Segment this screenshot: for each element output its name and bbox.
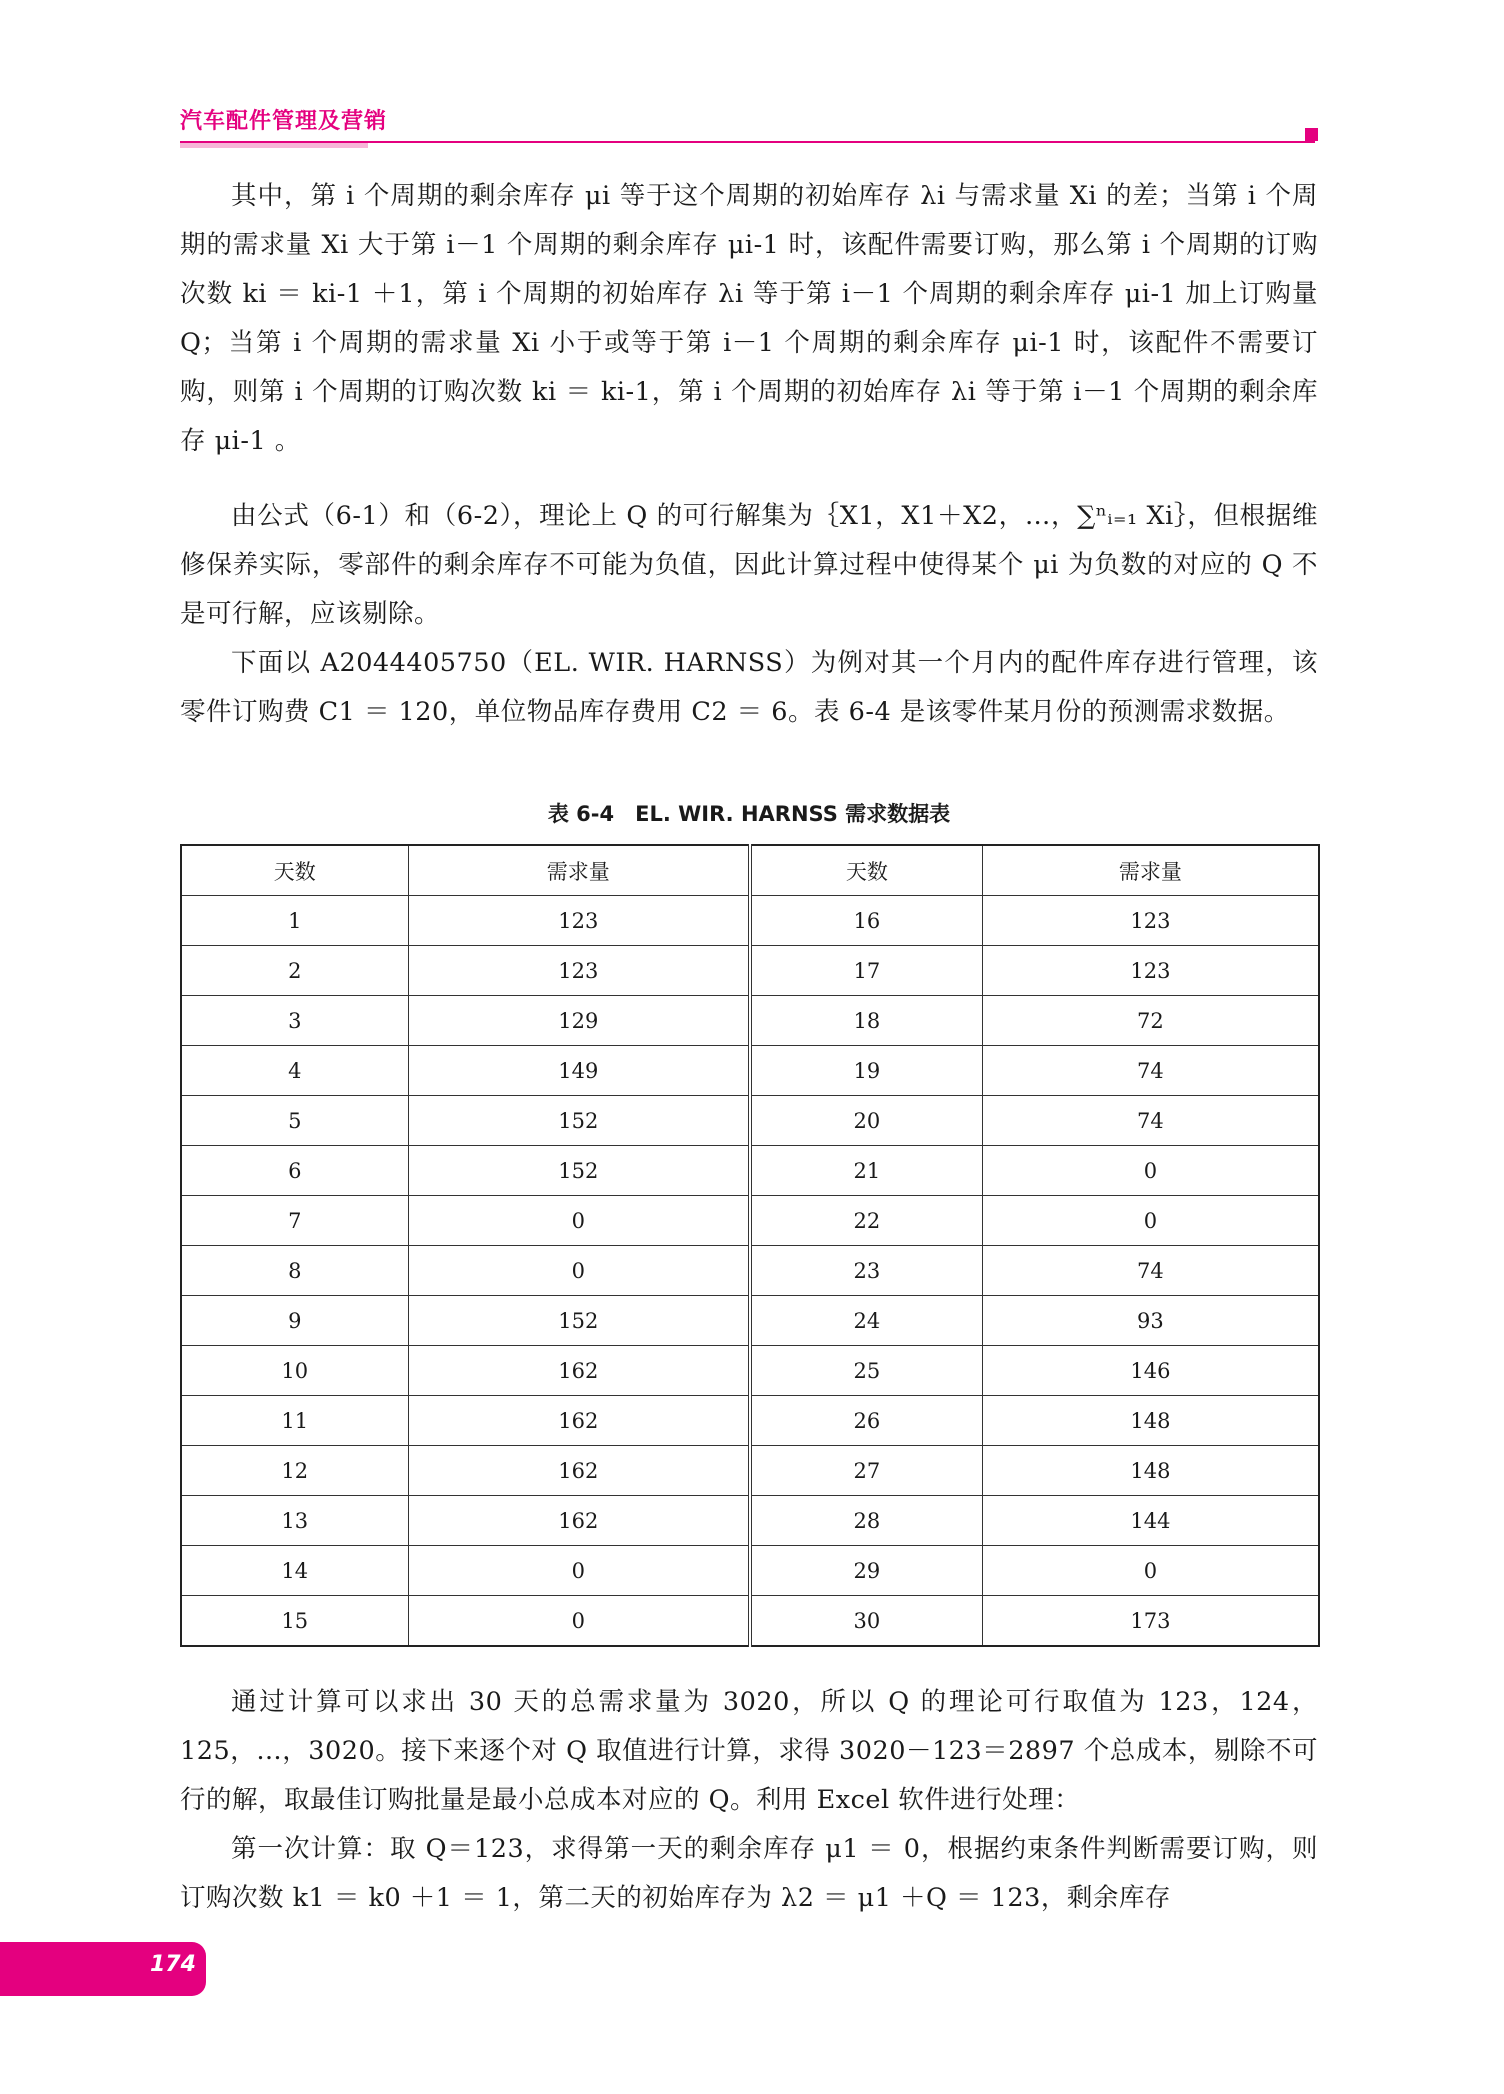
day-cell: 4	[181, 1046, 408, 1096]
demand-cell: 123	[982, 946, 1319, 996]
day-cell: 22	[750, 1196, 982, 1246]
day-cell: 19	[750, 1046, 982, 1096]
table-row	[181, 946, 1319, 996]
day-cell: 10	[181, 1346, 408, 1396]
day-cell: 23	[750, 1246, 982, 1296]
day-cell: 6	[181, 1146, 408, 1196]
day-cell: 3	[181, 996, 408, 1046]
demand-cell: 93	[982, 1296, 1319, 1346]
day-cell: 2	[181, 946, 408, 996]
table-body	[181, 896, 1319, 1647]
demand-cell: 123	[982, 896, 1319, 946]
demand-cell: 152	[408, 1296, 750, 1346]
table-row	[181, 1246, 1319, 1296]
paragraph: 由公式（6-1）和（6-2），理论上 Q 的可行解集为｛X1，X1＋X2，…，∑ⁿᵢ₌₁ Xi｝，但根据维修保养实际，零部件的剩余库存不可能为负值，因此计算过程中使得某个 μi 为负数的对应的 Q 不是可行解，应该剔除。	[180, 501, 1318, 629]
demand-cell: 149	[408, 1046, 750, 1096]
demand-cell: 162	[408, 1496, 750, 1546]
demand-cell: 74	[982, 1046, 1319, 1096]
table-row	[181, 1496, 1319, 1546]
day-cell: 7	[181, 1196, 408, 1246]
demand-cell: 123	[408, 946, 750, 996]
demand-cell: 152	[408, 1146, 750, 1196]
demand-cell: 173	[982, 1596, 1319, 1647]
demand-cell: 0	[408, 1246, 750, 1296]
page-number: 174	[150, 1952, 196, 1977]
day-cell: 12	[181, 1446, 408, 1496]
day-cell: 25	[750, 1346, 982, 1396]
day-cell: 20	[750, 1096, 982, 1146]
column-header-demand: 需求量	[982, 845, 1319, 896]
table-row	[181, 1396, 1319, 1446]
header-rule-end-marker	[1305, 128, 1318, 141]
day-cell: 18	[750, 996, 982, 1046]
day-cell: 28	[750, 1496, 982, 1546]
demand-cell: 74	[982, 1246, 1319, 1296]
day-cell: 24	[750, 1296, 982, 1346]
demand-cell: 0	[408, 1196, 750, 1246]
demand-cell: 72	[982, 996, 1319, 1046]
body-text-middle	[180, 492, 1318, 737]
table-row	[181, 1046, 1319, 1096]
table-row	[181, 1096, 1319, 1146]
day-cell: 13	[181, 1496, 408, 1546]
day-cell: 11	[181, 1396, 408, 1446]
day-cell: 26	[750, 1396, 982, 1446]
demand-cell: 0	[408, 1546, 750, 1596]
demand-cell: 0	[982, 1546, 1319, 1596]
day-cell: 27	[750, 1446, 982, 1496]
table-row	[181, 896, 1319, 946]
column-header-demand: 需求量	[408, 845, 750, 896]
running-header-title: 汽车配件管理及营销	[180, 109, 388, 134]
body-text-top	[180, 172, 1318, 466]
day-cell: 15	[181, 1596, 408, 1647]
day-cell: 14	[181, 1546, 408, 1596]
demand-data-table	[180, 844, 1320, 1647]
demand-cell: 162	[408, 1396, 750, 1446]
table-row	[181, 1146, 1319, 1196]
paragraph: 第一次计算：取 Q＝123，求得第一天的剩余库存 μ1 ＝ 0，根据约束条件判断需要订购，则订购次数 k1 ＝ k0 ＋1 ＝ 1，第二天的初始库存为 λ2 ＝ μ1 ＋Q ＝ 123，剩余库存	[180, 1834, 1318, 1913]
table-row	[181, 1296, 1319, 1346]
demand-cell: 146	[982, 1346, 1319, 1396]
paragraph: 下面以 A2044405750（EL. WIR. HARNSS）为例对其一个月内的配件库存进行管理，该零件订购费 C1 ＝ 120，单位物品库存费用 C2 ＝ 6。表 6-4 是该零件某月份的预测需求数据。	[180, 648, 1318, 727]
table-row	[181, 1596, 1319, 1647]
table-header-row	[181, 845, 1319, 896]
demand-cell: 0	[408, 1596, 750, 1647]
table-row	[181, 1196, 1319, 1246]
demand-cell: 0	[982, 1196, 1319, 1246]
day-cell: 29	[750, 1546, 982, 1596]
paragraph: 通过计算可以求出 30 天的总需求量为 3020，所以 Q 的理论可行取值为 123，124，125，…，3020。接下来逐个对 Q 取值进行计算，求得 3020－123＝2897 个总成本，剔除不可行的解，取最佳订购批量是最小总成本对应的 Q。利用 Excel 软件进行处理：	[180, 1687, 1318, 1815]
day-cell: 8	[181, 1246, 408, 1296]
column-header-day: 天数	[181, 845, 408, 896]
column-header-day: 天数	[750, 845, 982, 896]
demand-cell: 0	[982, 1146, 1319, 1196]
day-cell: 21	[750, 1146, 982, 1196]
body-text-bottom	[180, 1678, 1318, 1923]
table-caption: 表 6-4 EL. WIR. HARNSS 需求数据表	[547, 802, 951, 826]
demand-cell: 123	[408, 896, 750, 946]
demand-cell: 148	[982, 1396, 1319, 1446]
table-row	[181, 1446, 1319, 1496]
demand-cell: 148	[982, 1446, 1319, 1496]
paragraph: 其中，第 i 个周期的剩余库存 μi 等于这个周期的初始库存 λi 与需求量 Xi 的差；当第 i 个周期的需求量 Xi 大于第 i－1 个周期的剩余库存 μi-1 时，该配件需要订购，那么第 i 个周期的订购次数 ki ＝ ki-1 ＋1，第 i 个周期的初始库存 λi 等于第 i－1 个周期的剩余库存 μi-1 加上订购量 Q；当第 i 个周期的需求量 Xi 小于或等于第 i－1 个周期的剩余库存 μi-1 时，该配件不需要订购，则第 i 个周期的订购次数 ki ＝ ki-1，第 i 个周期的初始库存 λi 等于第 i－1 个周期的剩余库存 μi-1 。	[180, 181, 1318, 456]
demand-cell: 162	[408, 1446, 750, 1496]
day-cell: 5	[181, 1096, 408, 1146]
day-cell: 1	[181, 896, 408, 946]
demand-cell: 162	[408, 1346, 750, 1396]
table-row	[181, 1546, 1319, 1596]
day-cell: 17	[750, 946, 982, 996]
demand-cell: 152	[408, 1096, 750, 1146]
day-cell: 9	[181, 1296, 408, 1346]
demand-cell: 74	[982, 1096, 1319, 1146]
day-cell: 16	[750, 896, 982, 946]
table-row	[181, 1346, 1319, 1396]
day-cell: 30	[750, 1596, 982, 1647]
header-accent-bar	[180, 143, 368, 148]
demand-cell: 129	[408, 996, 750, 1046]
demand-cell: 144	[982, 1496, 1319, 1546]
table-row	[181, 996, 1319, 1046]
